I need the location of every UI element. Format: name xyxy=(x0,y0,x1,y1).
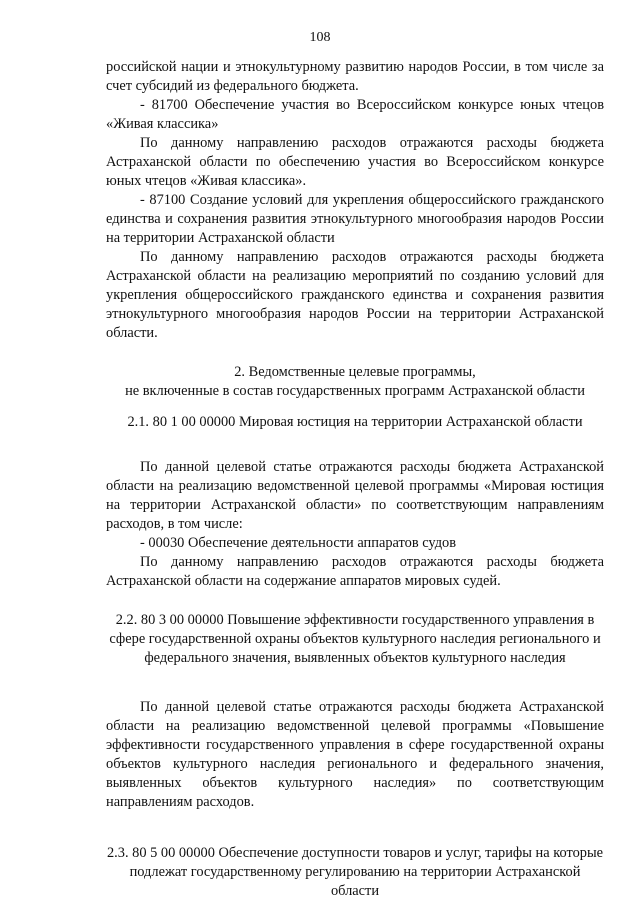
document-body xyxy=(106,58,604,901)
paragraph-81700-description: По данному направлению расходов отражаются расходы бюджета Астраханской области по обеспечению участия во Всероссийском конкурсе юных чтецов «Живая классика». xyxy=(106,135,604,189)
list-item-00030: - 00030 Обеспечение деятельности аппаратов судов xyxy=(140,535,457,551)
paragraph-00030-description: По данному направлению расходов отражаются расходы бюджета Астраханской области на содержание аппаратов мировых судей. xyxy=(106,554,604,589)
section-2-title-line1: 2. Ведомственные целевые программы, xyxy=(234,364,476,380)
subsection-2-2-body: По данной целевой статье отражаются расходы бюджета Астраханской области на реализацию ведомственной целевой программы «Повышение эффективности государственного управления в сфере государственной охраны объектов культурного наследия регионального и федерального значения, выявленных объектов культурного наследия» по соответствующим направлениям расходов. xyxy=(106,699,604,810)
subsection-2-1-heading: 2.1. 80 1 00 00000 Мировая юстиция на территории Астраханской области xyxy=(127,414,583,430)
section-2-title xyxy=(106,363,604,401)
paragraph-continuation: российской нации и этнокультурному развитию народов России, в том числе за счет субсидий из федерального бюджета. xyxy=(106,59,604,94)
paragraph-87100-description: По данному направлению расходов отражаются расходы бюджета Астраханской области на реализацию мероприятий по созданию условий для укрепления общероссийского гражданского единства и сохранения развития этнокультурного многообразия народов России на территории Астраханской области. xyxy=(106,249,604,341)
page-number: 108 xyxy=(309,30,331,45)
subsection-2-3-heading: 2.3. 80 5 00 00000 Обеспечение доступности товаров и услуг, тарифы на которые подлежат государственному регулированию на территории Астраханской области xyxy=(106,845,604,899)
list-item-81700: - 81700 Обеспечение участия во Всероссийском конкурсе юных чтецов «Живая классика» xyxy=(106,97,604,132)
section-2-title-line2: не включенные в состав государственных программ Астраханской области xyxy=(125,383,585,399)
subsection-2-2-heading: 2.2. 80 3 00 00000 Повышение эффективности государственного управления в сфере государственной охраны объектов культурного наследия регионального и федерального значения, выявленных объектов культурного наследия xyxy=(109,612,601,666)
list-item-87100: - 87100 Создание условий для укрепления общероссийского гражданского единства и сохранения развития этнокультурного многообразия народов России на территории Астраханской области xyxy=(106,192,604,246)
subsection-2-1-body: По данной целевой статье отражаются расходы бюджета Астраханской области на реализацию ведомственной целевой программы «Мировая юстиция на территории Астраханской области» по соответствующим направлениям расходов, в том числе: xyxy=(106,459,604,532)
